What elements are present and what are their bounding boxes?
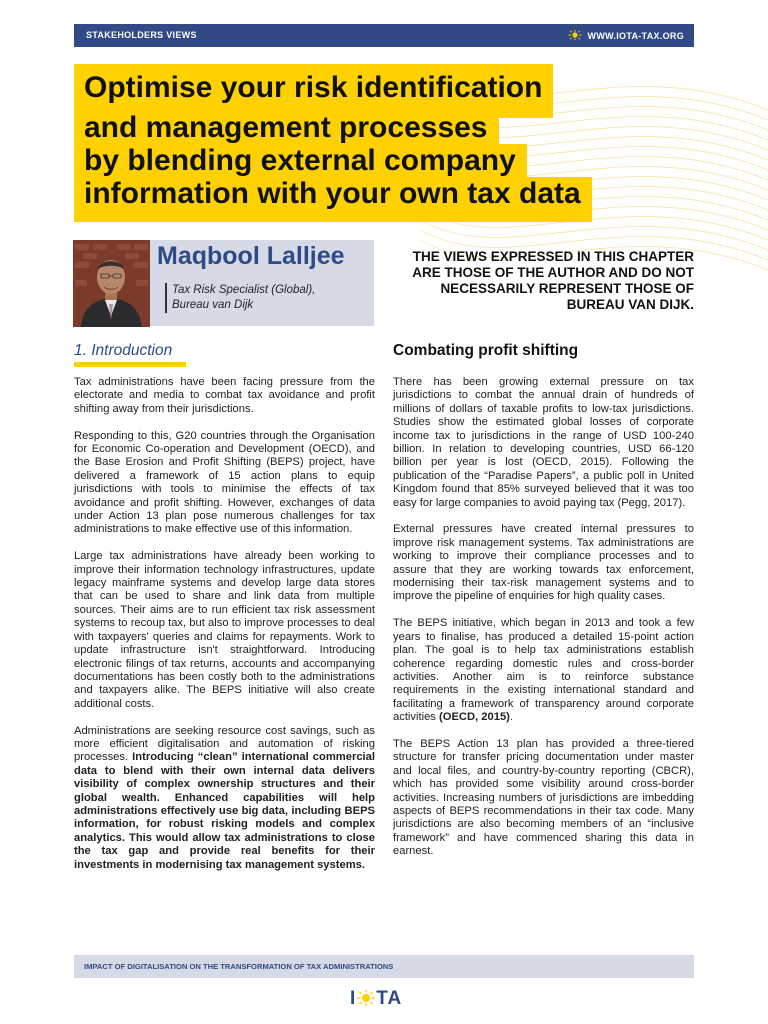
paragraph: Responding to this, G20 countries through the Organisation for Economic Co-operation and Development (OECD), and the Base Erosion and Profit Shifting (BEPS) project, have delivered a framework of 15 action plans to equip jurisdictions with tools to minimise the effects of tax avoidance and profit shifting. However, exchanges of data under Action 13 plan pose numerous challenges for tax administrations to make effective use of this information. bbox=[74, 429, 375, 536]
disclaimer: THE VIEWS EXPRESSED IN THIS CHAPTER ARE THOSE OF THE AUTHOR AND DO NOT NECESSARILY REPRESENT THOSE OF BUREAU VAN DIJK. bbox=[412, 249, 694, 312]
website-link[interactable] bbox=[568, 30, 684, 41]
paragraph-text: The BEPS initiative, which began in 2013 and took a few years to finalise, has produced a detailed 15-point action plan. The goal is to help tax administrations establish coherence regarding domestic rules and cross-border activities. Another aim is to reinforce substance requirements in the existing international standard and facilitating a framework of transparency around corporate activities bbox=[393, 617, 694, 724]
title-line-2: and management processes bbox=[74, 111, 499, 144]
heading-underline bbox=[74, 362, 186, 367]
right-column bbox=[393, 376, 694, 872]
logo-text-right: TA bbox=[376, 988, 403, 1009]
citation-bold: (OECD, 2015) bbox=[439, 711, 510, 724]
footer-bar bbox=[74, 955, 694, 978]
paragraph: Tax administrations have been facing pressure from the electorate and media to combat tax avoidance and profit shifting away from their jurisdictions. bbox=[74, 376, 375, 415]
logo-sun-icon bbox=[356, 990, 376, 1006]
left-column bbox=[74, 376, 375, 885]
introduction-heading: 1. Introduction bbox=[74, 342, 173, 359]
title-line-1: Optimise your risk identification bbox=[74, 64, 553, 118]
paragraph: The BEPS Action 13 plan has provided a three-tiered structure for transfer pricing documentation under master and local files, and country-by-country reporting (CBCR), which has provided some visibility around cross-border activities. Increasing numbers of jurisdictions are imbedding aspects of BEPS recommendations in their tax code. Many jurisdictions are also becoming members of an “inclusive framework” and have commenced sharing this data in earnest. bbox=[393, 737, 694, 858]
paragraph: External pressures have created internal pressures to improve risk management systems. Tax administrations are working to improve their compliance processes and to assure that they are working towards tax enforcement, modernising their tax-risk management systems and to improve the pipeline of enquiries for high quality cases. bbox=[393, 523, 694, 603]
iota-logo bbox=[350, 988, 402, 1010]
paragraph bbox=[74, 725, 375, 872]
paragraph: Large tax administrations have already been working to improve their information technology infrastructures, update legacy mainframe systems and develop large data stores that can be used to share and link data from multiple sources. Their aims are to run efficient tax risk assessment systems to recoup tax, but also to improve processes to deal with taxpayers' queries and claims for repayments. Work to update infrastructure isn't straightforward. Introducing electronic filings of tax returns, accounts and accompanying documentations has been costly both to the administrations and taxpayers alike. The BEPS initiative will also create additional costs. bbox=[74, 550, 375, 710]
author-name: Maqbool Lalljee bbox=[157, 242, 345, 270]
paragraph-text: Administrations are seeking resource cost savings, such as more efficient digitalisation and automation of risking processes. bbox=[74, 724, 375, 764]
footer-title: IMPACT OF DIGITALISATION ON THE TRANSFORMATION OF TAX ADMINISTRATIONS bbox=[84, 962, 394, 971]
author-role-line-1: Tax Risk Specialist (Global), bbox=[172, 284, 316, 296]
author-role-line-2: Bureau van Dijk bbox=[172, 299, 254, 311]
profit-shifting-heading: Combating profit shifting bbox=[393, 342, 579, 359]
website-text: WWW.IOTA-TAX.ORG bbox=[587, 31, 684, 41]
section-label: STAKEHOLDERS VIEWS bbox=[86, 30, 197, 40]
header-bar bbox=[74, 24, 694, 47]
paragraph-bold-text: Introducing “clean” international commercial data to blend with their own internal data delivers visibility of complex ownership structures and their global wealth. Enhanced capabilities will help administrations effectively use big data, including BEPS information, for robust risking models and complex analytics. This would allow tax administrations to close the tax gap and provide real benefits for their investments in modernising tax management systems. bbox=[74, 751, 375, 871]
title-line-4: information with your own tax data bbox=[74, 177, 592, 222]
paragraph: There has been growing external pressure on tax jurisdictions to combat the annual drain of hundreds of millions of dollars of taxable profits to low-tax jurisdictions. Studies show the estimated global losses of corporate income tax to jurisdictions in the range of USD 100-240 billion. In relation to developing countries, USD 66-120 billion per year is lost (OECD, 2015). Following the publication of the “Paradise Papers”, a public poll in United Kingdom found that 85% surveyed believed that it was too easy for large companies to avoid paying tax (Pegg, 2017). bbox=[393, 376, 694, 509]
paragraph bbox=[393, 617, 694, 724]
author-role bbox=[165, 283, 372, 313]
title-line-3: by blending external company bbox=[74, 144, 527, 177]
sun-icon bbox=[568, 30, 582, 40]
author-photo bbox=[73, 240, 150, 327]
logo-text-left: I bbox=[350, 988, 357, 1009]
paragraph-text-end: . bbox=[509, 711, 514, 724]
